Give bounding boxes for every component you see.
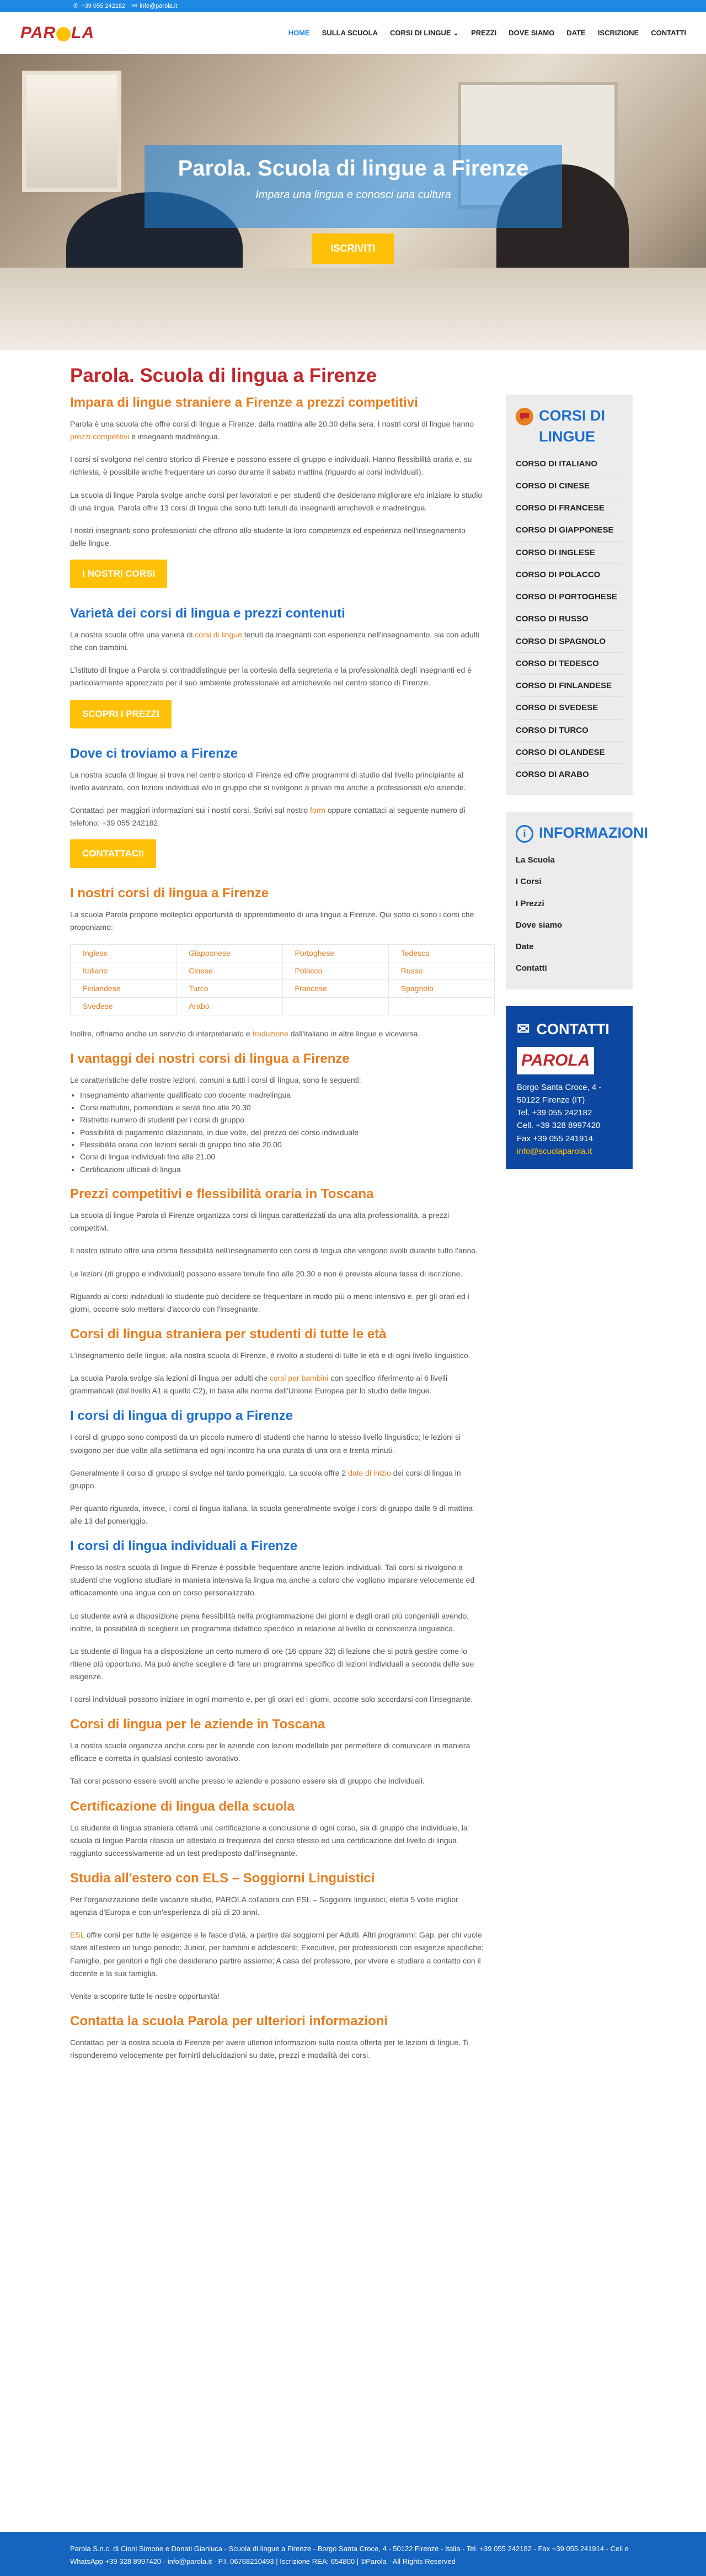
heading-gruppo: I corsi di lingua di gruppo a Firenze (70, 1408, 293, 1424)
i-nostri-corsi-button[interactable]: I NOSTRI CORSI (70, 560, 167, 588)
paragraph: La nostra scuola di lingue si trova nel centro storico di Firenze ed offre programmi di studio dal livello principiante al livello avanzato, con lezioni individuali e/o in gruppo che si rivolgono a privati ma anche a professionisti e/o aziende. (70, 770, 466, 792)
heading-vantaggi: I vantaggi dei nostri corsi di lingua a Firenze (70, 1051, 350, 1067)
main-content (70, 350, 484, 2072)
paragraph: La scuola Parola svolge sia lezioni di lingua per adulti che corsi per bambini con specifico riferimento ai 6 livelli grammaticali (dal livello A1 a quello C2), in base alle norme dell'Unione Europea per lo studio delle lingue. (70, 1374, 448, 1396)
hero-window (22, 71, 121, 192)
nav-contatti[interactable]: CONTATTI (651, 28, 686, 37)
paragraph: Generalmente il corso di gruppo si svolge nel tardo pomeriggio. La scuola offre 2 date di inizio dei corsi di lingua in gruppo. (70, 1468, 461, 1490)
paragraph: Presso la nostra scuola di lingue di Firenze è possibile frequentare anche lezioni individuali. Tali corsi si rivolgono a studenti che vogliono studiare in maniera intensiva la lingua ma anche a coloro che vogliono imparare velocemente ed efficacemente una lingua con un corso personalizzato. (70, 1563, 475, 1598)
sidebar-course-link[interactable]: CORSO DI TEDESCO (516, 653, 623, 675)
paragraph: Venite a scoprire tutte le nostre opportunità! (70, 1991, 220, 2000)
list-item: • Corsi di lingua individuali fino alle 21.00 (80, 1151, 484, 1163)
list-item: • Certificazioni ufficiali di lingua (80, 1163, 484, 1175)
language-link[interactable]: Turco (176, 980, 282, 997)
paragraph: Inoltre, offriamo anche un servizio di interpretariato e traduzione dall'italiano in altre lingue e viceversa. (70, 1029, 420, 1038)
list-item: • Corsi mattutini, pomeridiani e serali fino alle 20.30 (80, 1101, 484, 1114)
info-icon: i (516, 825, 533, 843)
paragraph: I corsi di gruppo sono composti da un piccolo numero di studenti che hanno lo stesso livello linguistico; le lezioni si svolgono per due volte alla settimana ed ogni incontro ha una durata di una ora e trenta minuti. (70, 1433, 461, 1455)
site-footer: Parola S.n.c. di Cioni Simone e Donati Gianluca - Scuola di lingue a Firenze - Borgo Santa Croce, 4 - 50122 Firenze - Italia - Tel. +39 055 242182 - Fax +39 055 241914 - Cell e WhatsApp +39 328 8997420 - info@parola.it - P.I. 06768210493 | Iscrizione REA: 654800 | ©Parola - All Rights Reserved (0, 2532, 706, 2576)
heading-contatta: Contatta la scuola Parola per ulteriori informazioni (70, 2013, 388, 2029)
page-title: Parola. Scuola di lingua a Firenze (70, 365, 377, 386)
list-item: • Possibilità di pagamento dilazionato, in due volte, del prezzo del corso individuale (80, 1126, 484, 1138)
info-widget (506, 812, 648, 989)
bambini-link[interactable]: corsi per bambini (269, 1374, 329, 1383)
list-item: • Ristretto numero di studenti per i corsi di gruppo (80, 1114, 484, 1126)
widget-title: CONTATTI (536, 1020, 609, 1037)
paragraph: Lo studente avrà a disposizione piena flessibilità nella programmazione dei giorni e degli orari più congeniali avendo, inoltre, la possibilità di scegliere un programma didattico specifico in relazione al livello di conoscenza linguistica. (70, 1611, 469, 1633)
heading-els: Studia all'estero con ELS – Soggiorni Linguistici (70, 1871, 375, 1886)
sidebar-course-link[interactable]: CORSO DI POLACCO (516, 564, 623, 586)
hero-caption (145, 145, 562, 228)
mail-icon: ✉ (517, 1020, 530, 1037)
main-nav (282, 27, 692, 39)
nav-iscrizione[interactable]: ISCRIZIONE (597, 28, 639, 37)
language-link[interactable]: Italiano (71, 962, 176, 980)
paragraph: Contattaci per la nostra scuola di Firenze per avere ulteriori informazioni sulla nostra offerta per le lezioni di lingue. Ti risponderemo velocemente per fornirti delucidazioni su date, prezzi e modalità dei corsi. (70, 2038, 469, 2060)
sidebar-course-link[interactable]: CORSO DI GIAPPONESE (516, 519, 623, 541)
chevron-down-icon: ⌄ (453, 28, 459, 37)
hero-subtitle: Impara una lingua e conosci una cultura (255, 189, 451, 201)
paragraph: I corsi si svolgono nel centro storico di Firenze e possono essere di gruppo e individuali. Hanno flessibilità oraria e, su richiesta, è possibile anche frequentare un corso durante il sabato mattina (riguardo ai corsi individuali). (70, 455, 472, 477)
paragraph: Lo studente di lingua ha a disposizione un certo numero di ore (16 oppure 32) di lezione che si potrà gestire come lo ritiene più opportuno. Ma può anche scegliere di fare un programma specifico di lezioni individuali a seconda delle sue esigenze. (70, 1646, 474, 1681)
language-link[interactable]: Giapponese (176, 944, 282, 962)
sidebar-course-link[interactable]: CORSO DI OLANDESE (516, 742, 623, 764)
sidebar-course-link[interactable]: CORSO DI FRANCESE (516, 497, 623, 519)
hero-banner (0, 54, 706, 350)
sidebar-course-link[interactable]: CORSO DI SVEDESE (516, 697, 623, 719)
language-link[interactable]: Arabo (176, 997, 282, 1015)
paragraph: Contattaci per maggiori informazioni sui i nostri corsi. Scrivi sul nostro form oppure contattaci al seguente numero di telefono: +39 055 242182. (70, 805, 466, 828)
paragraph: Per quanto riguarda, invece, i corsi di lingua italiana, la scuola generalmente svolge i corsi di gruppo dalle 9 di mattina alle 13 del pomeriggio. (70, 1503, 473, 1525)
language-cell (388, 997, 494, 1015)
site-logo[interactable]: PAR LA (20, 23, 95, 42)
contact-cell: Cell. +39 328 8997420 (517, 1121, 601, 1131)
nav-home[interactable]: HOME (288, 28, 310, 37)
corsi-link[interactable]: corsi di lingue (195, 630, 242, 640)
sidebar-course-link[interactable]: CORSO DI RUSSO (516, 608, 623, 630)
paragraph: La scuola Parola propone molteplici opportunità di apprendimento di una lingua a Firenze. Qui sotto ci sono i corsi che proponiamo: (70, 910, 474, 932)
paragraph: I nostri insegnanti sono professionisti che offrono allo studente la loro competenza ed esperienza nell'insegnamento delle lingue. (70, 525, 466, 547)
paragraph: Tali corsi possono essere svolti anche presso le aziende e possono essere sia di gruppo che individuali. (70, 1776, 425, 1786)
paragraph: Riguardo ai corsi individuali lo studente può decidere se frequentare in modo più o meno intensivo e, per gli orari ed i giorni, occorre solo mettersi d'accordo con l'insegnante. (70, 1291, 469, 1313)
esl-link[interactable]: ESL (70, 1930, 84, 1940)
contact-address: Borgo Santa Croce, 4 - 50122 Firenze (IT) (517, 1082, 602, 1105)
phone-contact[interactable]: ✆ +39 055 242182 (73, 1, 125, 11)
paragraph: L'insegnamento delle lingue, alla nostra scuola di Firenze, è rivolto a studenti di tutte le età e di ogni livello linguistico. (70, 1351, 470, 1360)
nav-corsi-di-lingue[interactable]: CORSI DI LINGUE ⌄ (390, 28, 459, 37)
sidebar-info-link[interactable]: I Prezzi (516, 898, 544, 908)
date-link[interactable]: date di inizio (348, 1468, 391, 1477)
paragraph: Lo studente di lingua straniera otterrà una certificazione a conclusione di ogni corso, sia di gruppo che individuale, la scuola di lingue Parola rilascia un attestato di frequenza del corso stesso ed una certificazione del livello di lingua raggiunto successivamente ad un test predisposto dall'insegnante. (70, 1823, 468, 1858)
nav-sulla-scuola[interactable]: SULLA SCUOLA (322, 28, 378, 37)
heading-corsi: I nostri corsi di lingua a Firenze (70, 886, 269, 901)
heading-individuali: I corsi di lingua individuali a Firenze (70, 1539, 298, 1554)
language-link[interactable]: Finlandese (71, 980, 176, 997)
sidebar (506, 350, 648, 2072)
language-link[interactable]: Svedese (71, 997, 176, 1015)
sidebar-course-link[interactable]: CORSO DI INGLESE (516, 542, 623, 564)
sidebar-course-link[interactable]: CORSO DI TURCO (516, 720, 623, 742)
language-link[interactable]: Francese (282, 980, 388, 997)
sidebar-course-link[interactable]: CORSO DI ARABO (516, 770, 589, 780)
courses-widget (506, 395, 633, 795)
paragraph: Le lezioni (di gruppo e individuali) possono essere tenute fino alle 20.30 e non è prevista alcuna tassa di iscrizione. (70, 1269, 463, 1278)
list-item: • Flessibilità oraria con lezioni serali di gruppo fino alle 20.00 (80, 1138, 484, 1151)
scopri-prezzi-button[interactable]: SCOPRI I PREZZI (70, 700, 172, 728)
sidebar-info-link[interactable]: La Scuola (516, 855, 555, 865)
heading-varieta: Varietà dei corsi di lingua e prezzi contenuti (70, 605, 345, 621)
sidebar-course-link[interactable]: CORSO DI SPAGNOLO (516, 631, 623, 653)
hero-table (0, 268, 706, 350)
nav-prezzi[interactable]: PREZZI (471, 28, 497, 37)
heading-prezzi: Prezzi competitivi e flessibilità oraria in Toscana (70, 1186, 374, 1202)
heading-aziende: Corsi di lingua per le aziende in Toscana (70, 1717, 325, 1732)
language-link[interactable]: Cinese (176, 962, 282, 980)
sidebar-info-link[interactable]: Dove siamo (516, 920, 563, 930)
hero-title: Parola. Scuola di lingue a Firenze (178, 156, 529, 180)
top-bar (0, 0, 706, 12)
paragraph: I corsi individuali possono iniziare in ogni momento e, per gli orari ed i giorni, occorre solo accordarsi con l'insegnante. (70, 1694, 473, 1704)
paragraph: ESL offre corsi per tutte le esigenze e le fasce d'età, a partire dai soggiorni per Adulti. Altri programmi: Gap, per chi vuole stare all'estero un lungo periodo; Junior, per bambini e adolescenti; Executive, per professionisti con esigenze specifiche; Famiglie, per genitori e figli che desiderano partire assieme; A casa del professore, per vivere e studiare a contatto con il docente e la sua famiglia. (70, 1930, 484, 1978)
language-link[interactable]: Portoghese (282, 944, 388, 962)
chat-icon (516, 408, 533, 425)
heading-eta: Corsi di lingua straniera per studenti di tutte le età (70, 1326, 387, 1342)
paragraph: L'istituto di lingue a Parola si contraddistingue per la cortesia della segreteria e la professionalità degli insegnanti ed è particolarmente apprezzato per il suo ambiente professionale ed amichevole nel centro storico di Firenze. (70, 666, 472, 688)
sidebar-info-link[interactable]: Date (516, 942, 534, 952)
language-link[interactable]: Spagnolo (388, 980, 494, 997)
contattaci-button[interactable]: CONTATTACI! (70, 839, 156, 868)
intro-paragraph: Parola è una scuola che offre corsi di lingue a Firenze, dalla mattina alle 20.30 della sera. I nostri corsi di lingue hanno prezzi competitivi e insegnanti madrelingua. (70, 419, 474, 441)
widget-title: CORSI DI LINGUE (539, 407, 606, 445)
nav-dove-siamo[interactable]: DOVE SIAMO (509, 28, 555, 37)
heading-impara: Impara di lingue straniere a Firenze a prezzi competitivi (70, 395, 418, 410)
paragraph: La nostra scuola offre una varietà di corsi di lingue tenuti da insegnanti con esperienza nell'insegnamento, sia con adulti che con bambini. (70, 630, 479, 652)
sidebar-course-link[interactable]: CORSO DI PORTOGHESE (516, 586, 623, 608)
contact-widget (506, 1006, 633, 1169)
language-link[interactable]: Inglese (71, 944, 176, 962)
contact-phone: Tel. +39 055 242182 (517, 1108, 592, 1118)
nav-date[interactable]: DATE (566, 28, 586, 37)
paragraph: Per l'organizzazione delle vacanze studio, PAROLA collabora con ESL – Soggiorni linguistici, eletta 5 volte miglior agenzia d'Europa e con un'esperienza di più di 20 anni. (70, 1895, 458, 1917)
sidebar-info-link[interactable]: Contatti (516, 964, 547, 973)
heading-dove: Dove ci troviamo a Firenze (70, 746, 238, 761)
sidebar-course-link[interactable]: CORSO DI ITALIANO (516, 453, 623, 475)
language-cell (282, 997, 388, 1015)
mail-icon: ✉ (132, 2, 137, 9)
contact-email-link[interactable]: info@scuolaparola.it (517, 1146, 592, 1156)
paragraph: La scuola di lingue Parola di Firenze organizza corsi di lingua caratterizzati da una alta professionalità, a prezzi competitivi. (70, 1211, 450, 1233)
paragraph: La scuola di lingue Parola svolge anche corsi per lavoratori e per studenti che desiderano migliorare e/o iniziare lo studio di una lingua. Parola offre 13 corsi di lingua che sono tutti tenuti da insegnanti amichevoli e madrelingua. (70, 490, 483, 512)
prezzi-link[interactable]: prezzi competitivi (70, 432, 130, 441)
list-item: • Insegnamento altamente qualificato con docente madrelingua (80, 1089, 484, 1101)
paragraph: Il nostro istituto offre una ottima flessibilità nell'insegnamento con corsi di lingua che vengono svolti durante tutto l'anno. (70, 1246, 478, 1255)
heading-certificazione: Certificazione di lingua della scuola (70, 1798, 295, 1814)
language-link[interactable]: Tedesco (388, 944, 494, 962)
paragraph: La nostra scuola organizza anche corsi per le aziende con lezioni modellate per permettere di comunicare in maniera efficace e corretta in qualsiasi contesto lavorativo. (70, 1741, 470, 1763)
language-link[interactable]: Polacco (282, 962, 388, 980)
site-header (0, 12, 706, 54)
language-link[interactable]: Russo (388, 962, 494, 980)
phone-icon: ✆ (73, 2, 79, 9)
contact-logo: PAROLA (517, 1047, 594, 1074)
languages-table (70, 944, 495, 1015)
sidebar-course-link[interactable]: CORSO DI CINESE (516, 475, 623, 497)
form-link[interactable]: form (309, 805, 325, 815)
sidebar-info-link[interactable]: I Corsi (516, 877, 542, 887)
widget-title: INFORMAZIONI (539, 824, 648, 842)
contact-fax: Fax +39 055 241914 (517, 1133, 593, 1143)
iscriviti-button[interactable]: ISCRIVITI (312, 233, 394, 264)
traduzione-link[interactable]: traduzione (252, 1029, 288, 1038)
email-contact[interactable]: ✉ info@parola.it (132, 1, 177, 11)
advantages-list (80, 1089, 484, 1175)
paragraph: Le caratteristiche delle nostre lezioni, comuni a tutti i corsi di lingua, sono le seguenti: (70, 1076, 361, 1085)
sidebar-course-link[interactable]: CORSO DI FINLANDESE (516, 675, 623, 697)
